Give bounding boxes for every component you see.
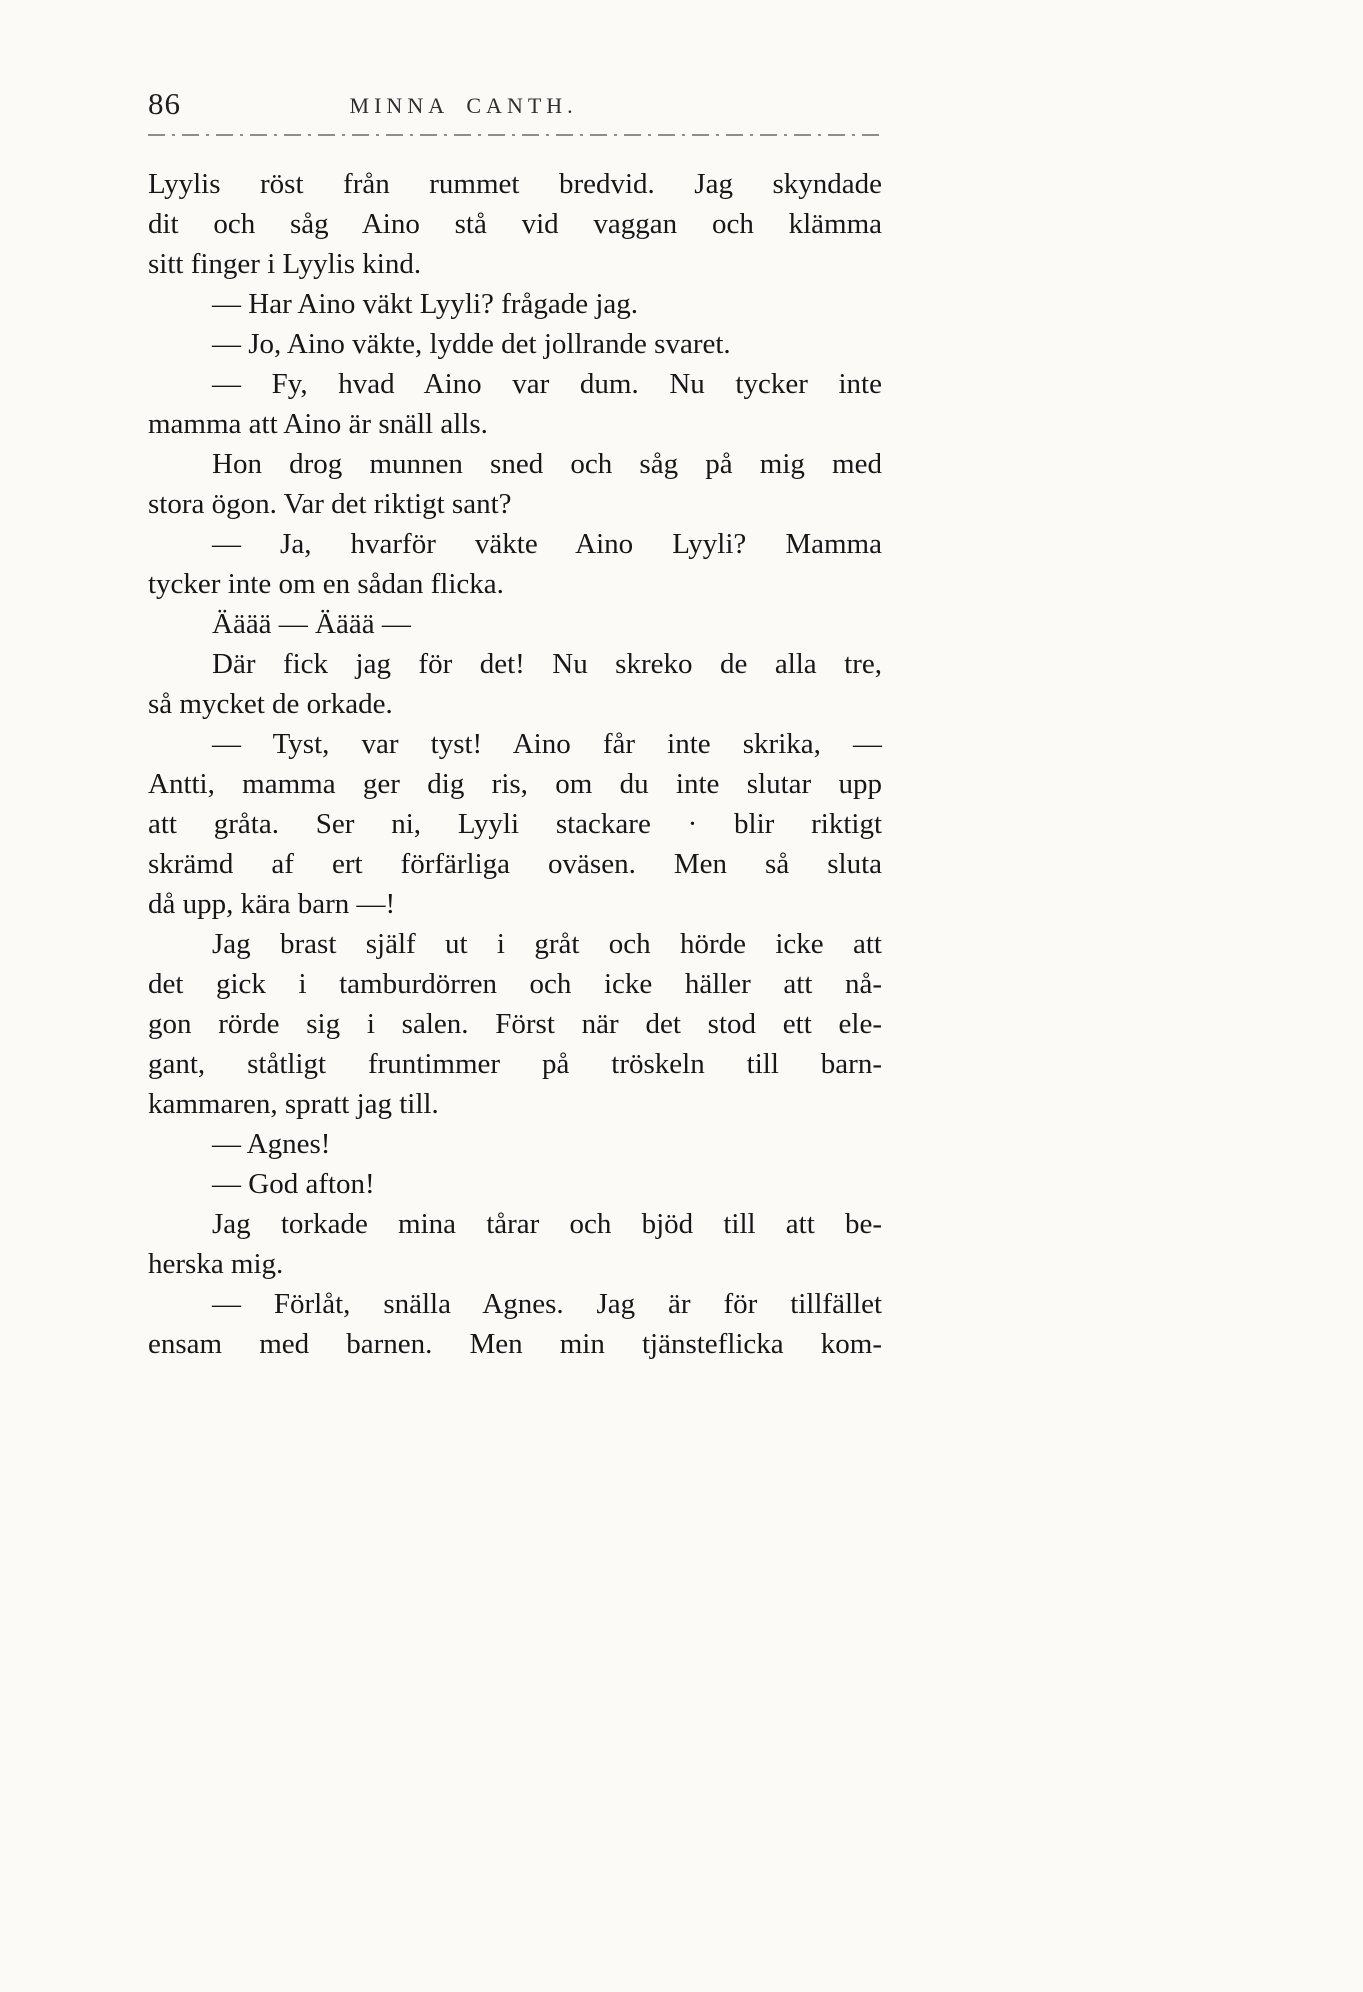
text-line: så mycket de orkade. — [148, 688, 393, 720]
text-line: — Förlåt, snälla Agnes. Jag är för tillfället — [212, 1288, 882, 1320]
text-line: — Fy, hvad Aino var dum. Nu tycker inte — [212, 368, 882, 400]
text-line: Hon drog munnen sned och såg på mig med — [212, 448, 882, 480]
text-line: ensam med barnen. Men min tjänsteflicka kom- — [148, 1328, 882, 1360]
text-line: — Tyst, var tyst! Aino får inte skrika, — — [212, 728, 882, 760]
page-content — [148, 86, 882, 1364]
text-line: då upp, kära barn —! — [148, 888, 396, 920]
text-line: Lyylis röst från rummet bredvid. Jag skyndade — [148, 168, 882, 200]
text-line: Jag torkade mina tårar och bjöd till att be- — [212, 1208, 882, 1240]
text-line: Antti, mamma ger dig ris, om du inte slutar upp — [148, 768, 882, 800]
text-line: skrämd af ert förfärliga oväsen. Men så sluta — [148, 848, 882, 880]
text-line: gant, ståtligt fruntimmer på tröskeln till barn- — [148, 1048, 882, 1080]
text-line: Jag brast själf ut i gråt och hörde icke att — [212, 928, 882, 960]
text-line: — Har Aino väkt Lyyli? frågade jag. — [212, 288, 639, 320]
text-line: herska mig. — [148, 1248, 284, 1280]
text-line: gon rörde sig i salen. Först när det stod ett ele- — [148, 1008, 882, 1040]
text-line: Ääää — Ääää — — [212, 608, 411, 640]
text-line: det gick i tamburdörren och icke häller att nå- — [148, 968, 882, 1000]
text-line: att gråta. Ser ni, Lyyli stackare · blir riktigt — [148, 808, 882, 840]
text-line: Där fick jag för det! Nu skreko de alla tre, — [212, 648, 882, 680]
text-line: — Agnes! — [212, 1128, 331, 1160]
text-line: kammaren, spratt jag till. — [148, 1088, 439, 1120]
text-line: mamma att Aino är snäll alls. — [148, 408, 488, 440]
running-title: MINNA CANTH. — [349, 93, 578, 118]
text-line: — God afton! — [212, 1168, 375, 1200]
page-body — [148, 164, 882, 1364]
text-line: tycker inte om en sådan flicka. — [148, 568, 504, 600]
text-line: dit och såg Aino stå vid vaggan och klämma — [148, 208, 882, 240]
header-rule — [148, 134, 882, 136]
page-number: 86 — [148, 86, 181, 121]
text-line: sitt finger i Lyylis kind. — [148, 248, 422, 280]
text-line: stora ögon. Var det riktigt sant? — [148, 488, 512, 520]
page-header — [148, 86, 882, 122]
text-line: — Jo, Aino väkte, lydde det jollrande svaret. — [212, 328, 731, 360]
text-line: — Ja, hvarför väkte Aino Lyyli? Mamma — [212, 528, 882, 560]
